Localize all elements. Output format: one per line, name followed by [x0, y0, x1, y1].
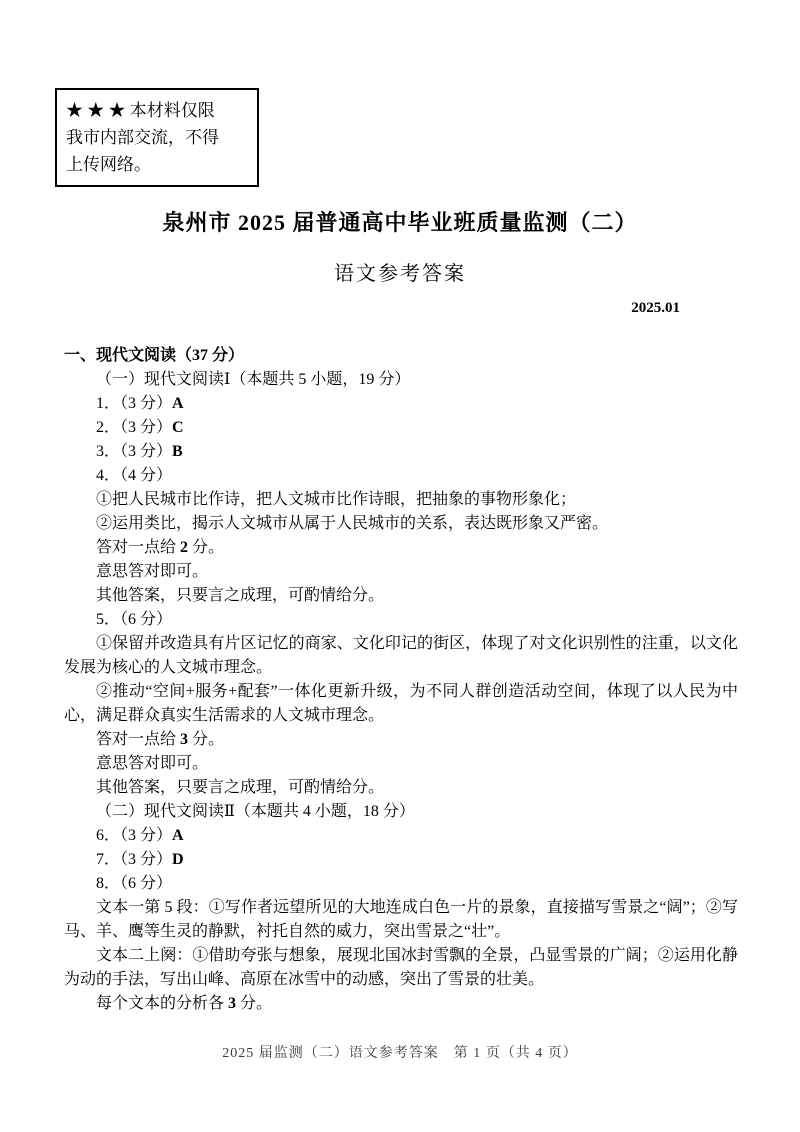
body-line — [64, 584, 738, 608]
document-subtitle: 语文参考答案 — [334, 263, 466, 285]
body-line — [64, 800, 738, 824]
document-date: 2025.01 — [631, 300, 680, 316]
page-footer: 2025 届监测（二）语文参考答案 第 1 页（共 4 页） — [222, 1046, 578, 1061]
body-text: ①保留并改造具有片区记忆的商家、文化印记的街区，体现了对文化识别性的注重，以文化发展为核心的人文城市理念。 — [64, 635, 738, 676]
body-line — [64, 632, 738, 680]
body-text: 其他答案，只要言之成理，可酌情给分。 — [96, 587, 385, 604]
answer-emphasis-text: A — [172, 827, 184, 844]
body-line — [64, 896, 738, 944]
body-line — [64, 776, 738, 800]
answer-emphasis-text: 一、现代文阅读（37 分） — [64, 347, 245, 364]
body-text: 1．（3 分） — [96, 395, 173, 412]
body-line — [64, 728, 738, 752]
answer-emphasis-text: 3 — [228, 995, 237, 1012]
body-line — [64, 944, 738, 992]
answer-emphasis-text: C — [172, 419, 184, 436]
body-text: ②运用类比，揭示人文城市从属于人民城市的关系，表达既形象又严密。 — [96, 515, 609, 532]
answer-emphasis-text: A — [172, 395, 184, 412]
body-line — [64, 848, 738, 872]
body-line — [64, 872, 738, 896]
body-text: 3．（3 分） — [96, 443, 173, 460]
body-text: 意思答对即可。 — [96, 563, 209, 580]
document-title: 泉州市 2025 届普通高中毕业班质量监测（二） — [162, 210, 638, 235]
body-line — [64, 392, 738, 416]
body-line — [64, 416, 738, 440]
body-text: 5．（6 分） — [96, 611, 173, 628]
body-line — [64, 488, 738, 512]
body-line — [64, 824, 738, 848]
body-line — [64, 536, 738, 560]
answer-emphasis-text: D — [172, 851, 184, 868]
notice-line: 上传网络。 — [66, 155, 151, 174]
body-text: 答对一点给 — [96, 731, 181, 748]
notice-line: 我市内部交流，不得 — [66, 128, 219, 147]
body-line — [64, 992, 738, 1016]
body-text: 答对一点给 — [96, 539, 181, 556]
body-text: （一）现代文阅读Ⅰ（本题共 5 小题，19 分） — [96, 371, 411, 388]
body-text: 分。 — [236, 995, 273, 1012]
body-text: 文本一第 5 段：①写作者远望所见的大地连成白色一片的景象，直接描写雪景之“阔”；②写马、羊、鹰等生灵的静默，衬托自然的威力，突出雪景之“壮”。 — [64, 899, 738, 940]
body-text: 文本二上阕：①借助夸张与想象，展现北国冰封雪飘的全景，凸显雪景的广阔；②运用化静为动的手法，写出山峰、高原在冰雪中的动感，突出了雪景的壮美。 — [64, 947, 738, 988]
notice-line: ★ ★ ★ 本材料仅限 — [66, 101, 215, 120]
notice-box — [55, 88, 259, 187]
body-line — [64, 440, 738, 464]
body-text: ②推动“空间+服务+配套”一体化更新升级，为不同人群创造活动空间，体现了以人民为中心，满足群众真实生活需求的人文城市理念。 — [64, 683, 738, 724]
body-text: 意思答对即可。 — [96, 755, 209, 772]
answer-emphasis-text: 2 — [180, 539, 189, 556]
body-text: 4．（4 分） — [96, 467, 173, 484]
body-text: 6．（3 分） — [96, 827, 173, 844]
answer-emphasis-text: 3 — [180, 731, 189, 748]
body-text: 7．（3 分） — [96, 851, 173, 868]
body-line — [64, 512, 738, 536]
body-text: 2．（3 分） — [96, 419, 173, 436]
body-text: 分。 — [188, 539, 225, 556]
body-text: 分。 — [188, 731, 225, 748]
body-line — [64, 608, 738, 632]
body-line — [64, 560, 738, 584]
body-line — [64, 752, 738, 776]
body-text: ①把人民城市比作诗，把人文城市比作诗眼，把抽象的事物形象化； — [96, 491, 577, 508]
body-text: （二）现代文阅读Ⅱ（本题共 4 小题，18 分） — [96, 803, 415, 820]
body-line — [64, 464, 738, 488]
section-heading — [64, 344, 738, 368]
answer-emphasis-text: B — [172, 443, 183, 460]
body-text: 其他答案，只要言之成理，可酌情给分。 — [96, 779, 385, 796]
document-body — [64, 344, 738, 1016]
body-line — [64, 368, 738, 392]
body-text: 每个文本的分析各 — [96, 995, 229, 1012]
body-line — [64, 680, 738, 728]
body-text: 8．（6 分） — [96, 875, 173, 892]
